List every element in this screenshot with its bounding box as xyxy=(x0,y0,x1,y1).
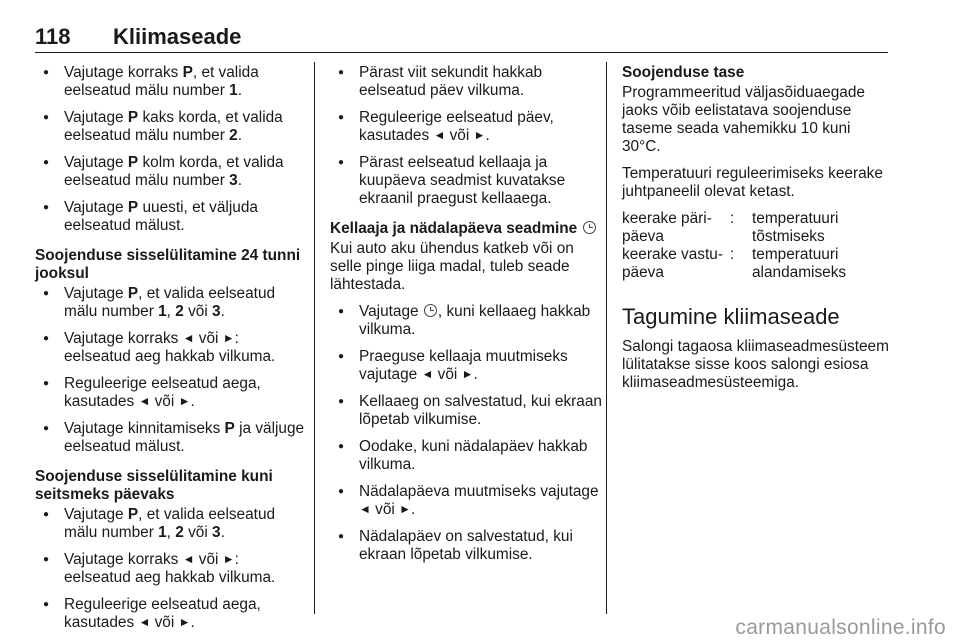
left-arrow-icon: ◄ xyxy=(182,331,195,345)
list-item: ● Vajutage P kolm korda, et valida eelseatud mälu number 3. xyxy=(35,154,307,190)
list-item: ● Vajutage , kuni kellaaeg hakkab vilkuma. xyxy=(330,303,602,339)
list-item: ● Reguleerige eelseatud päev, kasutades ◄ või ►. xyxy=(330,109,602,145)
paragraph: Programmeeritud väljasõiduaegade jaoks võib eelistatava soojenduse taseme seada vahemikku 10 kuni 30°C. xyxy=(622,84,865,155)
table-cell-value: temperatuuri alandamiseks xyxy=(752,246,847,281)
right-arrow-icon: ► xyxy=(222,552,235,566)
column-3 xyxy=(622,64,890,401)
left-arrow-icon: ◄ xyxy=(433,128,446,142)
list-item: ● Kellaaeg on salvestatud, kui ekraan lõpetab vilkumise. xyxy=(330,393,602,429)
column-divider-1 xyxy=(314,62,315,614)
watermark: carmanualsonline.info xyxy=(735,616,946,639)
table-cell-key: keerake vastupäeva xyxy=(622,246,723,281)
left-arrow-icon: ◄ xyxy=(138,615,151,629)
list-item: ● Vajutage P kaks korda, et valida eelseatud mälu number 2. xyxy=(35,109,307,145)
list-item: ● Vajutage korraks ◄ või ►: eelseatud aeg hakkab vilkuma. xyxy=(35,551,307,587)
list-item: ● Vajutage kinnitamiseks P ja väljuge eelseatud mälust. xyxy=(35,420,307,456)
list-item: ● Pärast eelseatud kellaaja ja kuupäeva seadmist kuvatakse ekraanil praegust kellaaega. xyxy=(330,154,602,208)
column-divider-2 xyxy=(606,62,607,614)
list-item: ● Vajutage korraks ◄ või ►: eelseatud aeg hakkab vilkuma. xyxy=(35,330,307,366)
list-item: ● Nädalapäev on salvestatud, kui ekraan lõpetab vilkumise. xyxy=(330,528,602,564)
list-item: ● Vajutage P uuesti, et väljuda eelseatud mälust. xyxy=(35,199,307,235)
table-cell-sep: : xyxy=(730,210,735,227)
paragraph: Salongi tagaosa kliimaseadmesüsteem lülitatakse sisse koos salongi esiosa kliimaseadmesüsteemiga. xyxy=(622,338,889,391)
section-heading: Kellaaja ja nädalapäeva seadmine xyxy=(330,220,602,238)
right-arrow-icon: ► xyxy=(222,331,235,345)
section-title: Tagumine kliimaseade xyxy=(622,304,840,329)
list-item: ● Vajutage P, et valida eelseatud mälu number 1, 2 või 3. xyxy=(35,285,307,321)
list-item: ● Oodake, kuni nädalapäev hakkab vilkuma. xyxy=(330,438,602,474)
list-item: ● Vajutage P, et valida eelseatud mälu number 1, 2 või 3. xyxy=(35,506,307,542)
list-item: ● Vajutage korraks P, et valida eelseatud mälu number 1. xyxy=(35,64,307,100)
clock-icon xyxy=(424,304,437,317)
right-arrow-icon: ► xyxy=(473,128,486,142)
left-arrow-icon: ◄ xyxy=(138,394,151,408)
page-number: 118 xyxy=(35,24,71,49)
left-arrow-icon: ◄ xyxy=(182,552,195,566)
clock-icon xyxy=(583,221,596,234)
list-item: ● Praeguse kellaaja muutmiseks vajutage ◄ või ►. xyxy=(330,348,602,384)
column-1 xyxy=(35,64,307,641)
right-arrow-icon: ► xyxy=(399,502,412,516)
table-cell-value: temperatuuri tõstmiseks xyxy=(752,210,839,245)
column-2 xyxy=(330,64,602,573)
section-heading: Soojenduse sisselülitamine 24 tunni jooksul xyxy=(35,247,301,282)
header-rule xyxy=(35,52,888,53)
right-arrow-icon: ► xyxy=(178,615,191,629)
paragraph: Kui auto aku ühendus katkeb või on selle pinge liiga madal, tuleb seade lähtestada. xyxy=(330,240,574,293)
list-item: ● Reguleerige eelseatud aega, kasutades ◄ või ►. xyxy=(35,596,307,632)
list-item: ● Pärast viit sekundit hakkab eelseatud päev vilkuma. xyxy=(330,64,602,100)
table-cell-sep: : xyxy=(730,246,735,263)
section-heading: Soojenduse sisselülitamine kuni seitsmeks päevaks xyxy=(35,468,273,503)
table-cell-key: keerake päripäeva xyxy=(622,210,712,245)
page-header xyxy=(35,24,241,50)
list-item: ● Reguleerige eelseatud aega, kasutades ◄ või ►. xyxy=(35,375,307,411)
left-arrow-icon: ◄ xyxy=(421,367,434,381)
list-item: ● Nädalapäeva muutmiseks vajutage ◄ või ►. xyxy=(330,483,602,519)
right-arrow-icon: ► xyxy=(461,367,474,381)
paragraph: Temperatuuri reguleerimiseks keerake juhtpaneelil olevat ketast. xyxy=(622,165,883,200)
right-arrow-icon: ► xyxy=(178,394,191,408)
page-title: Kliimaseade xyxy=(113,24,242,49)
left-arrow-icon: ◄ xyxy=(359,502,371,516)
dial-direction-table xyxy=(622,210,890,282)
section-heading: Soojenduse tase xyxy=(622,64,745,81)
